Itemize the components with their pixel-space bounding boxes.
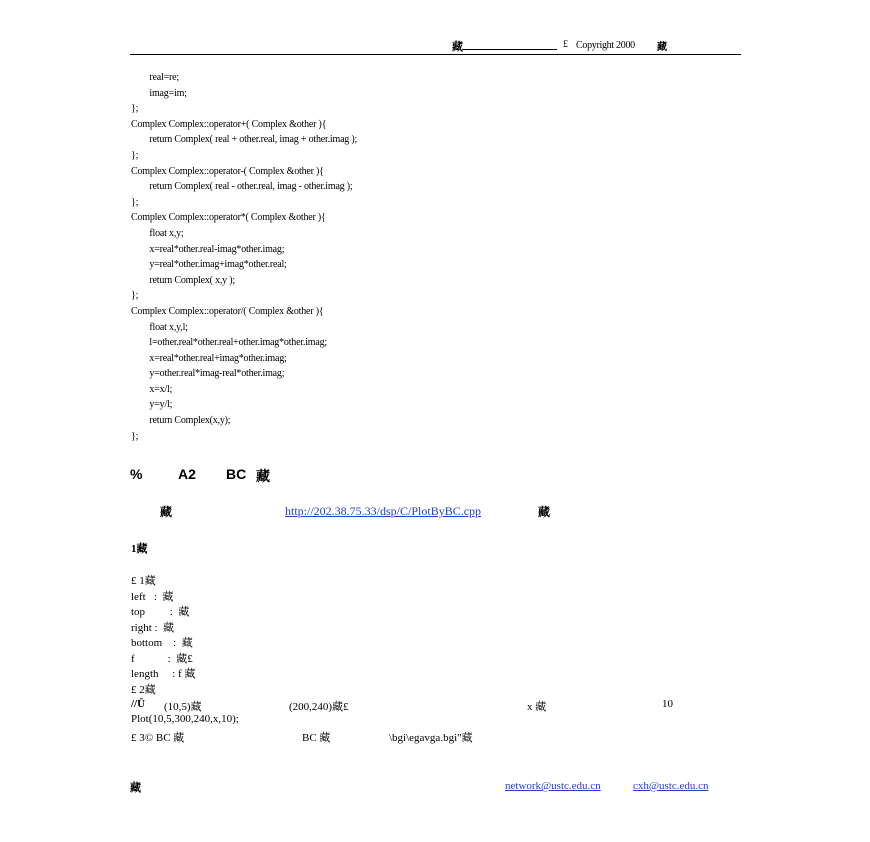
code-line: }; — [131, 290, 139, 302]
code-line: Complex Complex::operator-( Complex &other ){ — [131, 165, 324, 177]
section-title-a2: A2 — [178, 466, 196, 482]
code-line: }; — [131, 430, 139, 442]
header-glyph: 藏 — [452, 41, 463, 53]
code-line: return Complex( real + other.real, imag + other.imag ); — [131, 134, 358, 146]
note-path: \bgi\egavga.bgi"藏 — [389, 732, 473, 744]
note-step: £ 3© BC 藏 — [131, 732, 185, 744]
code-line: x=real*other.real+imag*other.imag; — [131, 352, 287, 364]
header-rule — [130, 54, 741, 55]
example-point1: (10,5)藏 — [164, 701, 202, 713]
subheading: 1藏 — [131, 543, 148, 555]
code-line: }; — [131, 103, 139, 115]
download-tail-glyph: 藏 — [538, 505, 551, 519]
footer-email-cxh[interactable]: cxh@ustc.edu.cn — [633, 780, 709, 792]
code-line: l=other.real*other.real+other.imag*other.imag; — [131, 337, 327, 349]
param-line: top : 藏 — [131, 606, 190, 618]
header-tail-glyph: 藏 — [657, 42, 667, 53]
code-line: real=re; — [131, 72, 179, 83]
param-line: left : 藏 — [131, 590, 174, 603]
note-bc: BC 藏 — [302, 732, 331, 744]
param-line: bottom : 藏 — [131, 637, 193, 649]
code-line: x=x/l; — [131, 383, 173, 395]
example-prefix: //Ū — [131, 698, 146, 710]
header-middle-glyph: £ — [563, 39, 568, 50]
footer-glyph: 藏 — [130, 782, 141, 794]
code-line: imag=im; — [131, 87, 187, 99]
param-line: right : 藏 — [131, 621, 175, 634]
code-line: Complex Complex::operator+( Complex &other ){ — [131, 118, 327, 130]
code-line: return Complex(x,y); — [131, 415, 231, 427]
section-title-glyph: 藏 — [256, 468, 270, 484]
example-count: 10 — [662, 698, 673, 710]
footer-email-network[interactable]: network@ustc.edu.cn — [505, 780, 601, 792]
example-call: Plot(10,5,300,240,x,10); — [131, 713, 239, 725]
code-block — [131, 70, 357, 444]
code-line: y=y/l; — [131, 399, 173, 411]
example-axis: x 藏 — [527, 701, 547, 713]
param-line: £ 1藏 — [131, 575, 156, 587]
header-underline — [463, 40, 557, 50]
code-line: float x,y,l; — [131, 321, 188, 333]
section-title-bc: BC — [226, 466, 247, 482]
header-copyright: Copyright 2000 — [576, 40, 635, 51]
param-line: f : 藏£ — [131, 652, 193, 665]
param-line: length : f 藏 — [131, 668, 196, 680]
code-line: x=real*other.real-imag*other.imag; — [131, 243, 285, 255]
code-line: return Complex( real - other.real, imag - other.imag ); — [131, 181, 353, 193]
code-line: y=real*other.imag+imag*other.real; — [131, 259, 287, 271]
param-list — [131, 572, 195, 696]
code-line: }; — [131, 149, 139, 161]
code-line: y=other.real*imag-real*other.imag; — [131, 368, 285, 380]
download-link[interactable]: http://202.38.75.33/dsp/C/PlotByBC.cpp — [285, 504, 482, 518]
code-line: }; — [131, 196, 139, 208]
code-line: float x,y; — [131, 227, 184, 239]
code-line: return Complex( x,y ); — [131, 274, 235, 286]
code-line: Complex Complex::operator*( Complex &other ){ — [131, 212, 326, 224]
section-number: % — [130, 466, 143, 482]
example-point2: (200,240)藏£ — [289, 701, 349, 713]
code-line: Complex Complex::operator/( Complex &other ){ — [131, 305, 324, 317]
download-label-glyph: 藏 — [160, 505, 173, 519]
param-line: £ 2藏 — [131, 683, 156, 696]
